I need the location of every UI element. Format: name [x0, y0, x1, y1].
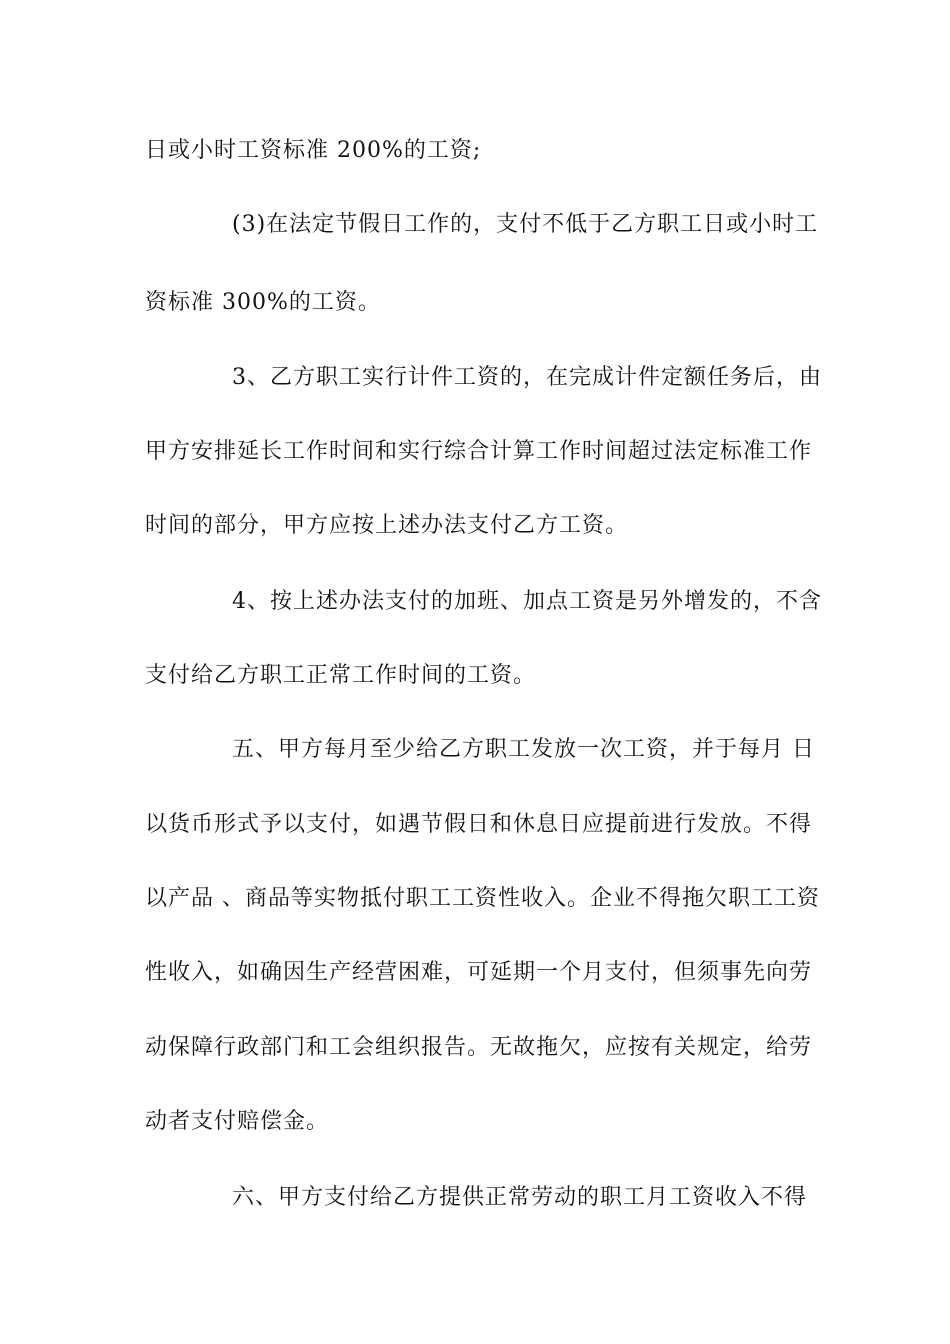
text-line: 以货币形式予以支付，如遇节假日和休息日应提前进行发放。不得 [145, 812, 813, 837]
paragraph-line: 4、按上述办法支付的加班、加点工资是另外增发的，不含 [232, 589, 822, 614]
paragraph-line: 3、乙方职工实行计件工资的，在完成计件定额任务后，由 [232, 365, 822, 390]
text-line: 时间的部分，甲方应按上述办法支付乙方工资。 [145, 513, 629, 538]
text-line: 以产品 、商品等实物抵付职工工资性收入。企业不得拖欠职工工资 [145, 886, 820, 911]
text-line: 资标准 300%的工资。 [145, 290, 381, 315]
text-line: 动保障行政部门和工会组织报告。无故拖欠，应按有关规定，给劳 [145, 1035, 813, 1060]
paragraph-line: 五、甲方每月至少给乙方职工发放一次工资，并于每月 日 [232, 737, 815, 762]
text-line: 性收入，如确因生产经营困难，可延期一个月支付，但须事先向劳 [145, 960, 813, 985]
paragraph-line: (3)在法定节假日工作的，支付不低于乙方职工日或小时工 [232, 212, 819, 237]
text-line: 支付给乙方职工正常工作时间的工资。 [145, 663, 537, 688]
text-line: 日或小时工资标准 200%的工资; [145, 138, 482, 163]
paragraph-line: 六、甲方支付给乙方提供正常劳动的职工月工资收入不得 [232, 1185, 808, 1210]
text-line: 动者支付赔偿金。 [145, 1109, 330, 1134]
text-line: 甲方安排延长工作时间和实行综合计算工作时间超过法定标准工作 [145, 439, 813, 464]
